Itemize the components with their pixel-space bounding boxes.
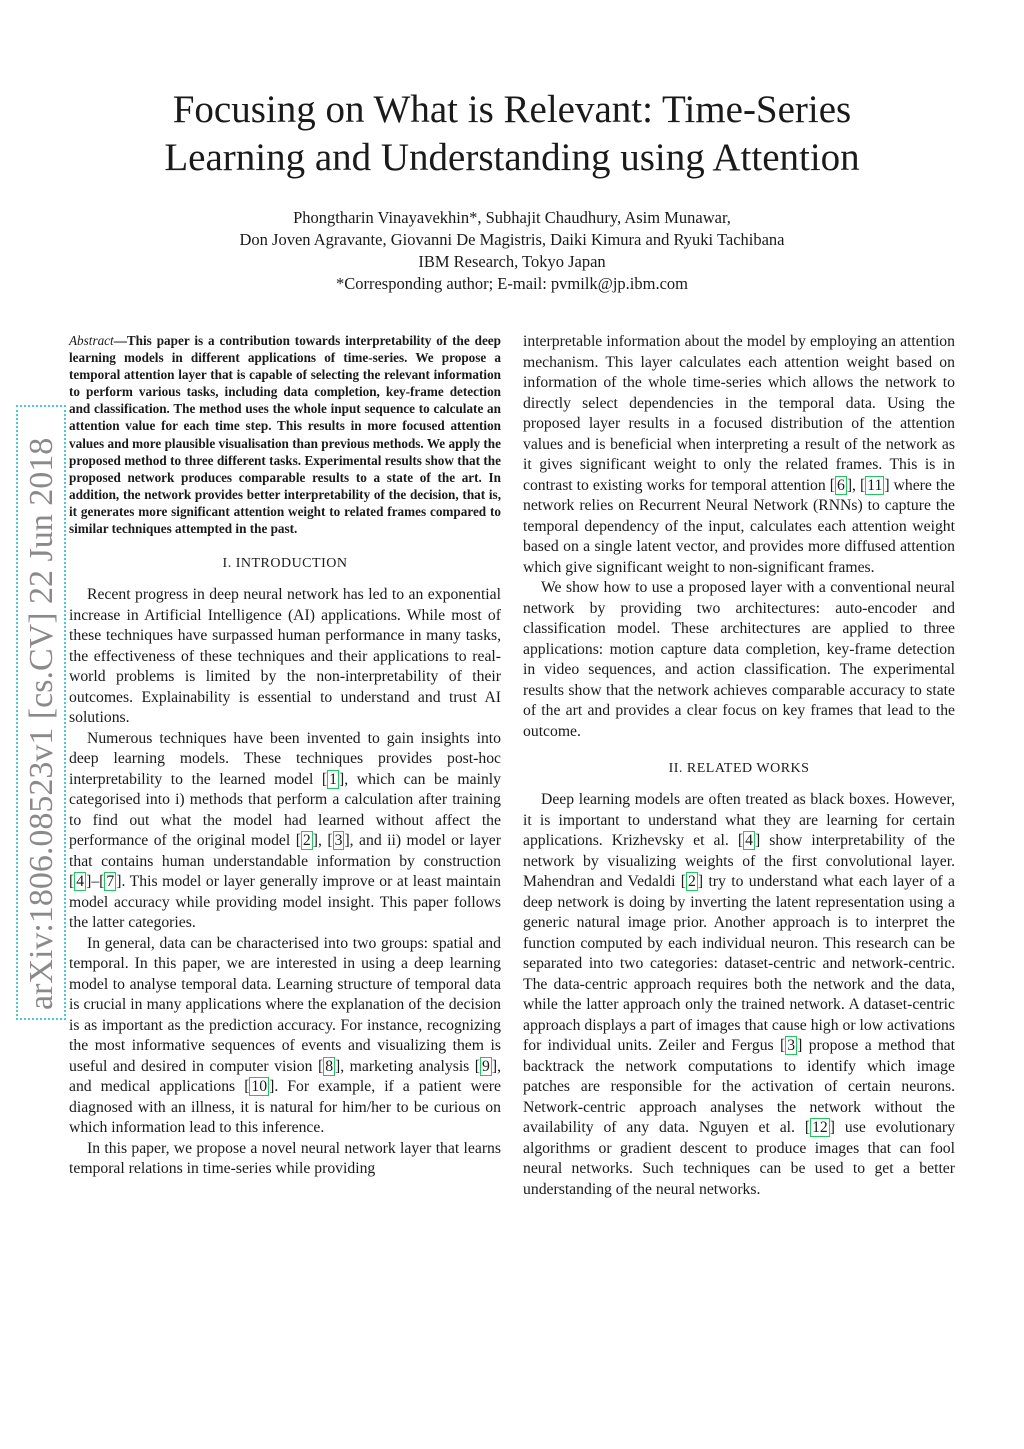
citation-link[interactable]: 4 bbox=[745, 832, 753, 849]
intro-paragraph-3: In general, data can be characterised into two groups: spatial and temporal. In this paper, we are interested in using a deep learning model to analyse temporal data. Learning structure of temporal data is crucial in many applications where the explanation of the decision is as important as the prediction accuracy. For instance, recognizing the most informative sequences of events and visualizing them is useful and desired in computer vision [ 8 ], marketing analysis [ 9 ], and medical applications [ 10 ]. For example, if a patient were diagnosed with an illness, it is natural for him/her to be curious on which information lead to this inference. bbox=[69, 934, 501, 1137]
affiliation: IBM Research, Tokyo Japan bbox=[418, 252, 606, 271]
authors-line-2: Don Joven Agravante, Giovanni De Magistris, Daiki Kimura and Ryuki Tachibana bbox=[239, 230, 785, 249]
citation-link[interactable]: 6 bbox=[836, 476, 845, 494]
citation-link[interactable]: 8 bbox=[325, 1057, 334, 1075]
intro-paragraph-4: In this paper, we propose a novel neural network layer that learns temporal relations in time-series while providing bbox=[69, 1139, 501, 1178]
citation-link[interactable]: 2 bbox=[688, 873, 696, 890]
corresponding-email: *Corresponding author; E-mail: pvmilk@jp.ibm.com bbox=[335, 274, 689, 293]
intro-paragraph-4-continued: interpretable information about the model by employing an attention mechanism. This layer calculates each attention weight based on information of the whole time-series which allows the network to directly select dependencies in the temporal data. Using the proposed layer results in a focused distribution of the attention values and is beneficial when interpreting a result of the network as it gives significant weight to only the related frames. This is in contrast to existing works for temporal attention [ 6 ], [ 11 ] where the network relies on Recurrent Neural Network (RNNs) to capture the temporal dependency of the input, calculates each attention weight based on a single latent vector, and provides more diffused attention which give significant weight to non-significant frames. bbox=[523, 333, 956, 576]
intro-paragraph-1: Recent progress in deep neural network has led to an exponential increase in Artificial Intelligence (AI) applications. While most of these techniques have surpassed human performance in many tasks, the effectiveness of these techniques and their applications to real-world problems is limited by the non-interpretability of their outcomes. Explainability is essential to understand and trust AI solutions. bbox=[69, 586, 501, 727]
citation-link[interactable]: 2 bbox=[302, 832, 311, 850]
title-line-1: Focusing on What is Relevant: Time-Series bbox=[172, 88, 852, 131]
citation-link[interactable]: 4 bbox=[76, 873, 85, 891]
citation-link[interactable]: 7 bbox=[106, 873, 115, 891]
paper-title bbox=[0, 86, 1024, 182]
citation-link[interactable]: 3 bbox=[787, 1037, 796, 1054]
arxiv-identifier[interactable]: arXiv:1806.08523v1 [cs.CV] 22 Jun 2018 bbox=[23, 437, 60, 1010]
authors-line-1: Phongtharin Vinayavekhin*, Subhajit Chaudhury, Asim Munawar, bbox=[293, 208, 731, 227]
related-works-paragraph-1: Deep learning models are often treated as black boxes. However, it is important to understand what they are learning for certain applications. Krizhevsky et al. [ 4 ] show interpretability of the network by visualizing weights of the first convolutional layer. Mahendran and Vedaldi [ 2 ] try to understand what each layer of a deep network is doing by inverting the latent representation using a generic natural image prior. Another approach is to interpret the function computed by each individual neuron. This research can be separated into two categories: dataset-centric and network-centric. The data-centric approach requires both the network and the data, while the latter approach only the trained network. A dataset-centric approach displays a part of images that cause high or low activations for individual units. Zeiler and Fergus [ 3 ] propose a method that backtrack the network computations to identify which image patches are responsible for the activation of certain neurons. Network-centric approach analyses the network without the availability of any data. Nguyen et al. [ 12 ] use evolutionary algorithms or gradient descent to produce images that can fool neural networks. Such techniques can be used to get a better understanding of the neural networks. bbox=[523, 791, 955, 1198]
title-line-2: Learning and Understanding using Attention bbox=[164, 136, 860, 179]
right-column bbox=[523, 332, 955, 1200]
section-heading-introduction: I. INTRODUCTION bbox=[222, 556, 348, 572]
intro-paragraph-5: We show how to use a proposed layer with a conventional neural network by providing two architectures: auto-encoder and classification model. These architectures are applied to three applications: motion capture data completion, key-frame detection in video sequences, and action classification. The experimental results show that the network achieves comparable accuracy to state of the art and provides a clear focus on key frames that lead to the outcome. bbox=[523, 579, 955, 740]
citation-link[interactable]: 3 bbox=[334, 832, 343, 850]
citation-link[interactable]: 11 bbox=[867, 476, 883, 494]
author-block bbox=[0, 207, 1024, 295]
abstract bbox=[69, 332, 501, 537]
citation-link[interactable]: 12 bbox=[812, 1119, 828, 1136]
left-column bbox=[69, 332, 501, 1180]
section-heading-related-works: II. RELATED WORKS bbox=[668, 761, 810, 776]
intro-paragraph-2: Numerous techniques have been invented to gain insights into deep learning models. These techniques provides post-hoc interpretability to the learned model [ 1 ], which can be mainly categorised into i) methods that perform a calculation after training to find out what the model had learned without affect the performance of the original model [ 2 ], [ 3 ], and ii) model or layer that contains human understandable information by construction [ 4 ]–[ 7 ]. This model or layer generally improve or at least maintain model accuracy while providing model insight. This paper follows the latter categories. bbox=[69, 729, 502, 932]
abstract-label: Abstract bbox=[69, 333, 114, 348]
citation-link[interactable]: 9 bbox=[482, 1057, 490, 1075]
abstract-text: —This paper is a contribution towards interpretability of the deep learning models in different applications of time-series. We propose a temporal attention layer that is capable of selecting the relevant information to perform various tasks, including data completion, key-frame detection and classification. The method uses the whole input sequence to calculate an attention value for each time step. This results in more focused attention values and more plausible visualisation than previous methods. We apply the proposed method to three different tasks. Experimental results show that the proposed network produces comparable results to a state of the art. In addition, the network provides better interpretability of the decision, that is, it generates more significant attention weight to related frames compared to similar techniques attempted in the past. bbox=[69, 333, 501, 537]
citation-link[interactable]: 1 bbox=[329, 770, 337, 788]
citation-link[interactable]: 10 bbox=[251, 1078, 268, 1096]
